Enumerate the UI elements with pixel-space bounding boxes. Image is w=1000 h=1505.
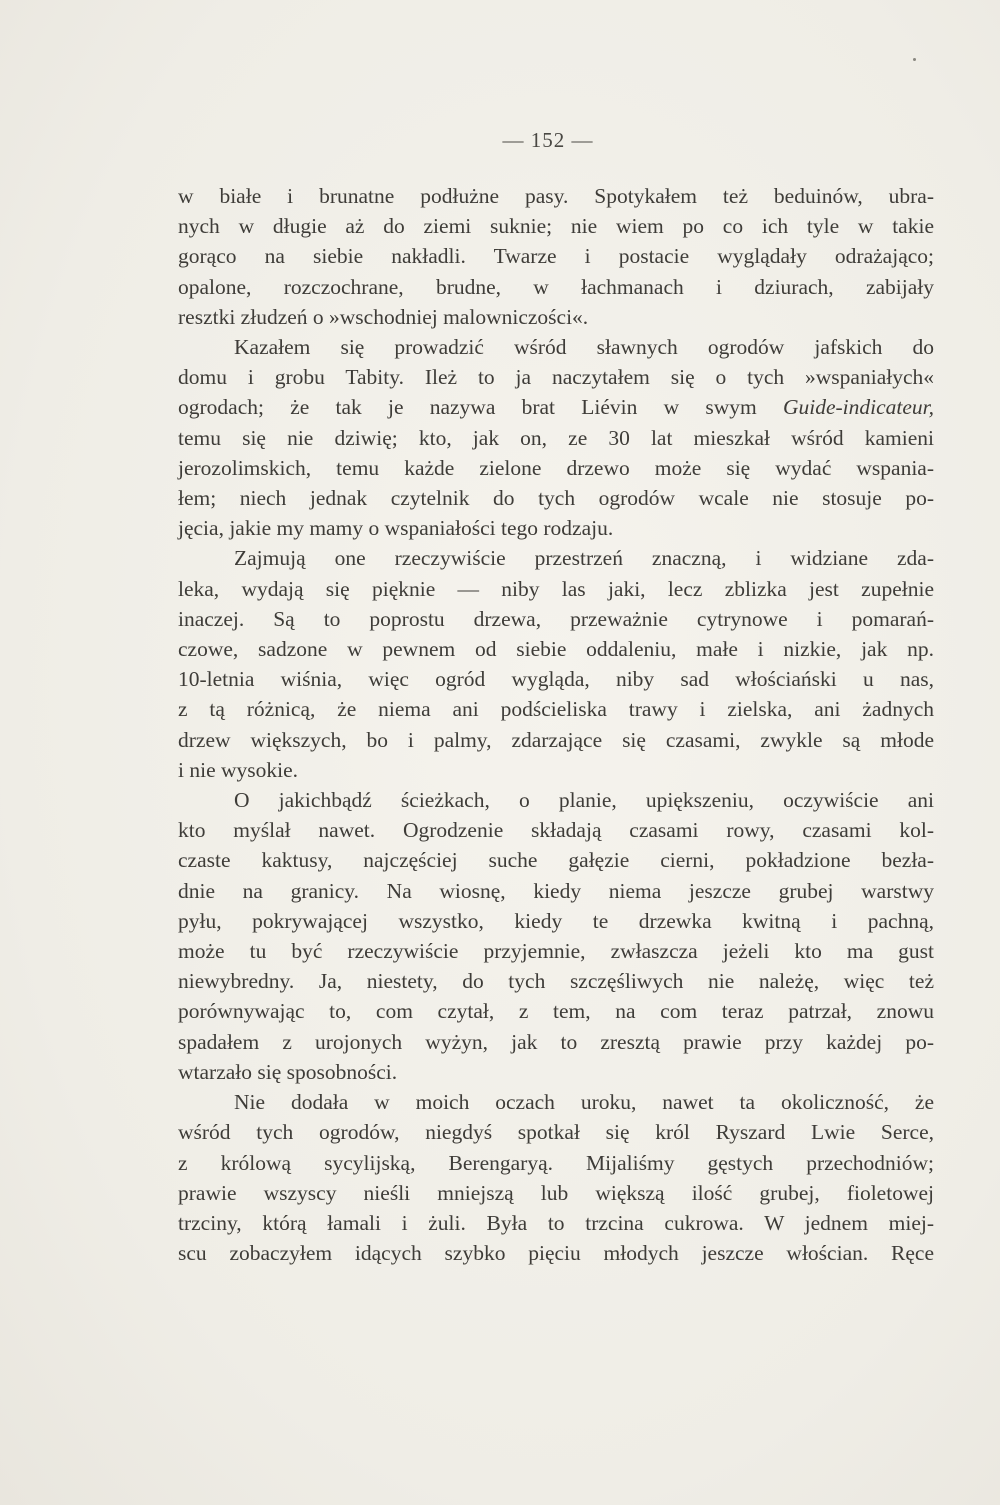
text-line: Kazałem się prowadzić wśród sławnych ogrodów jafskich do bbox=[234, 335, 934, 360]
text-line: Nie dodała w moich oczach uroku, nawet ta okoliczność, że bbox=[234, 1090, 934, 1115]
paper-speck bbox=[913, 58, 916, 61]
text-line: trzciny, którą łamali i żuli. Była to trzcina cukrowa. W jednem miej- bbox=[178, 1210, 934, 1235]
paragraph-5 bbox=[178, 1087, 934, 1268]
text-line: prawie wszyscy nieśli mniejszą lub większą ilość grubej, fioletowej bbox=[178, 1180, 934, 1205]
text-line: gorąco na siebie nakładli. Twarze i postacie wyglądały odrażająco; bbox=[178, 244, 934, 269]
text-line: jerozolimskich, temu każde zielone drzewo może się wydać wspania- bbox=[178, 455, 934, 480]
text-line: niewybredny. Ja, niestety, do tych szczęśliwych nie należę, więc też bbox=[178, 969, 934, 994]
text-line: wśród tych ogrodów, niegdyś spotkał się król Ryszard Lwie Serce, bbox=[178, 1120, 934, 1145]
text-line: czowe, sadzone w pewnem od siebie oddaleniu, małe i nizkie, jak np. bbox=[178, 637, 934, 662]
text-line: resztki złudzeń o »wschodniej malowniczości«. bbox=[178, 304, 589, 329]
text-line: O jakichbądź ścieżkach, o planie, upiększeniu, oczywiście ani bbox=[234, 788, 934, 813]
text-line: i nie wysokie. bbox=[178, 757, 299, 782]
text-line: w białe i brunatne podłużne pasy. Spotykałem też beduinów, ubra- bbox=[178, 184, 934, 208]
paragraph-1 bbox=[178, 181, 934, 332]
page-number: — 152 — bbox=[502, 128, 594, 152]
text-line: drzew większych, bo i palmy, zdarzające się czasami, zwykle są młode bbox=[178, 727, 934, 752]
text-line: leka, wydają się pięknie — niby las jaki, lecz zblizka jest zupełnie bbox=[178, 576, 934, 601]
text-line: porównywając to, com czytał, z tem, na com teraz patrzał, znowu bbox=[178, 999, 934, 1024]
paragraph-2 bbox=[178, 332, 934, 543]
text-line: z królową sycylijską, Berengaryą. Mijaliśmy gęstych przechodniów; bbox=[178, 1150, 934, 1175]
text-line: może tu być rzeczywiście przyjemnie, zwłaszcza jeżeli kto ma gust bbox=[178, 939, 934, 964]
text-line: inaczej. Są to poprostu drzewa, przeważnie cytrynowe i pomarań- bbox=[178, 606, 934, 631]
text-line: łem; niech jednak czytelnik do tych ogrodów wcale nie stosuje po- bbox=[178, 486, 934, 511]
text-line: scu zobaczyłem idących szybko pięciu młodych jeszcze włościan. Ręce bbox=[178, 1241, 934, 1266]
text-line: jęcia, jakie my mamy o wspaniałości tego rodzaju. bbox=[178, 516, 614, 541]
text-line: domu i grobu Tabity. Ileż to ja naczytałem się o tych »wspaniałych« bbox=[178, 365, 934, 390]
book-title: Guide-indicateur, bbox=[782, 395, 935, 420]
text-line: dnie na granicy. Na wiosnę, kiedy niema jeszcze grubej warstwy bbox=[178, 878, 934, 903]
paragraph-3 bbox=[178, 543, 934, 785]
text-line: czaste kaktusy, najczęściej suche gałęzie cierni, pokładzione bezła- bbox=[178, 848, 934, 873]
body-text bbox=[178, 181, 934, 1268]
text-line: nych w długie aż do ziemi suknie; nie wiem po co ich tyle w takie bbox=[178, 214, 934, 239]
text-fragment: ogrodach; że tak je nazywa brat Liévin w swym bbox=[178, 395, 757, 420]
text-line: z tą różnicą, że niema ani podścieliska trawy i zielska, ani żadnych bbox=[178, 697, 934, 722]
text-line: opalone, rozczochrane, brudne, w łachmanach i dziurach, zabijały bbox=[178, 274, 934, 299]
text-line-with-title bbox=[178, 392, 934, 422]
text-line: 10-letnia wiśnia, więc ogród wygląda, niby sad włościański u nas, bbox=[178, 667, 934, 692]
text-line: pyłu, pokrywającej wszystko, kiedy te drzewka kwitną i pachną, bbox=[178, 908, 934, 933]
text-line: kto myślał nawet. Ogrodzenie składają czasami rowy, czasami kol- bbox=[178, 818, 934, 843]
text-line: Zajmują one rzeczywiście przestrzeń znaczną, i widziane zda- bbox=[234, 546, 934, 571]
text-line: wtarzało się sposobności. bbox=[178, 1059, 398, 1084]
text-line: spadałem z urojonych wyżyn, jak to zresztą prawie przy każdej po- bbox=[178, 1029, 934, 1054]
paragraph-4 bbox=[178, 785, 934, 1087]
text-line: temu się nie dziwię; kto, jak on, ze 30 lat mieszkał wśród kamieni bbox=[178, 425, 934, 450]
